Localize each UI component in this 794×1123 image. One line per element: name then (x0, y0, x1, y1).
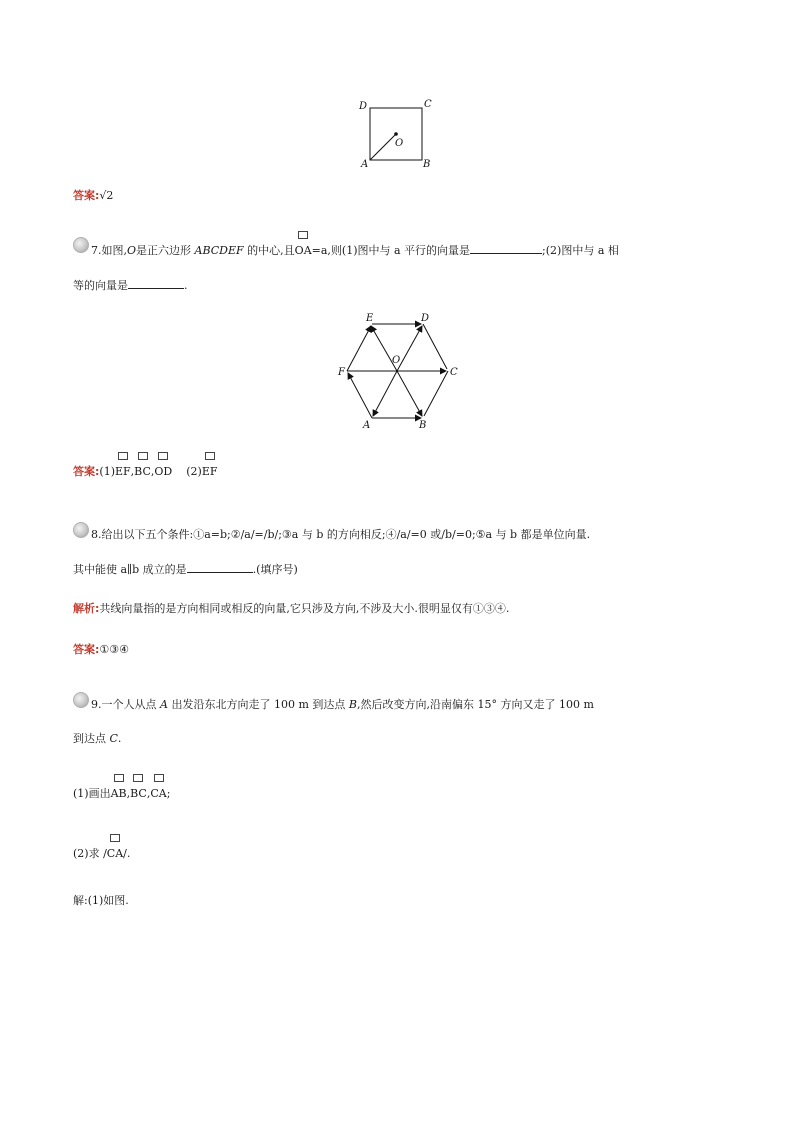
answer-blank-1 (470, 242, 542, 254)
question-8-line-2: 其中能使 a∥b 成立的是 .(填序号) (73, 563, 298, 576)
hexagon-figure (330, 310, 465, 430)
vector-OD (397, 326, 422, 371)
hex-label-F: F (338, 367, 345, 378)
question-number: 8. (91, 528, 102, 541)
answer-label: 答案: (73, 465, 100, 478)
vector-BC: BC (130, 787, 147, 800)
answer-label: 答案: (73, 643, 100, 656)
vector-OA (373, 371, 397, 416)
answer-8: 答案:①③④ (73, 643, 129, 656)
square-label-D: D (359, 101, 368, 112)
question-9-sub-2: (2)求 /CA/. (73, 847, 131, 860)
hex-label-C: C (450, 367, 458, 378)
edge-CB (424, 371, 448, 416)
analysis-8: 解析:共线向量指的是方向相同或相反的向量,它只涉及方向,不涉及大小.很明显仅有①③④. (73, 602, 510, 615)
square-label-B: B (423, 159, 431, 170)
square-label-A: A (361, 159, 369, 170)
question-number: 9. (91, 698, 102, 711)
vector-OD: OD (154, 465, 173, 478)
question-bullet-icon (73, 237, 89, 253)
hex-label-E: E (366, 313, 374, 324)
edge-DC (423, 324, 447, 369)
question-9-line-1: 9.一个人从点 A 出发沿东北方向走了 100 m 到达点 B,然后改变方向,沿南偏东 15° 方向又走了 100 m (91, 698, 594, 711)
analysis-label: 解析: (73, 602, 100, 615)
vector-AB: AB (110, 787, 127, 800)
answer-label: 答案: (73, 189, 100, 202)
vector-AF (348, 373, 372, 418)
answer-blank-2 (128, 277, 184, 289)
question-9-line-2: 到达点 C. (73, 732, 122, 745)
vector-FE (347, 326, 371, 371)
vector-BC: BC (134, 465, 151, 478)
question-7-line-1: 7.如图,O是正六边形 ABCDEF 的中心,且OA=a,则(1)图中与 a 平行的向量是 ;(2)图中与 a 相 (91, 244, 619, 257)
question-8-line-1: 8.给出以下五个条件:①a=b;②/a/=/b/;③a 与 b 的方向相反;④/a/=0 或/b/=0;⑤a 与 b 都是单位向量. (91, 528, 591, 541)
vector-OB (397, 371, 422, 416)
vector-CA: CA (150, 787, 167, 800)
segment-AO (370, 134, 396, 160)
answer-blank-3 (187, 561, 253, 573)
hex-label-B: B (419, 420, 427, 430)
square-label-C: C (424, 99, 432, 110)
question-9-sub-1: (1)画出AB,BC,CA; (73, 787, 171, 800)
vector-EF: EF (115, 465, 131, 478)
question-bullet-icon (73, 692, 89, 708)
answer-6-value: √2 (99, 189, 114, 202)
vector-OA: OA (294, 244, 312, 257)
question-number: 7. (91, 244, 102, 257)
hex-label-O: O (392, 355, 401, 366)
vector-CA: CA (106, 847, 124, 860)
square-figure (355, 95, 440, 175)
hex-label-D: D (421, 313, 430, 324)
answer-6 (73, 188, 113, 204)
answer-7: 答案:(1)EF,BC,OD (2)EF (73, 465, 218, 478)
question-7-line-2: 等的向量是 . (73, 279, 188, 292)
vector-EF: EF (201, 465, 218, 478)
hex-label-A: A (363, 420, 371, 430)
center-point-O (394, 132, 398, 136)
square-label-O: O (395, 138, 404, 149)
solution-9: 解:(1)如图. (73, 894, 129, 907)
question-bullet-icon (73, 522, 89, 538)
